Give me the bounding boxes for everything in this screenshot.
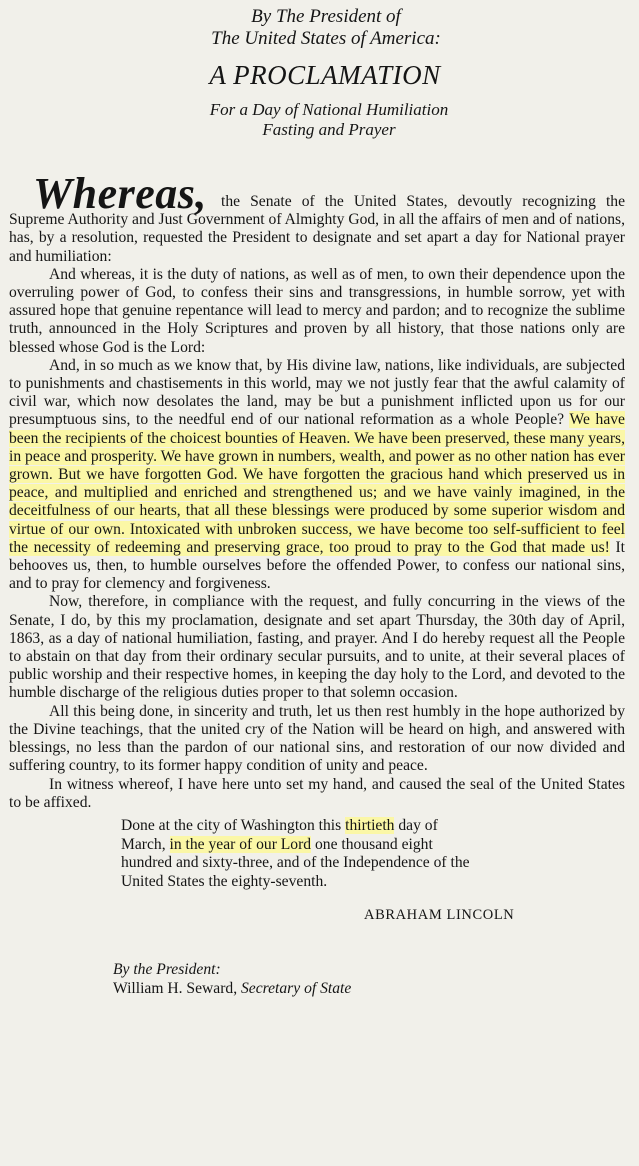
subtitle-line-2: Fasting and Prayer: [262, 120, 396, 139]
done-text-a: Done at the city of Washington this: [121, 816, 346, 834]
paragraph-2: And whereas, it is the duty of nations, as well as of men, to own their dependence upon the overruling power of God, to confess their sins and transgressions, in humble sorrow, yet with assured hope that genuine repentance will lead to mercy and pardon; and to recognize the sublime truth, announced in the Holy Scriptures and proven by all history, that those nations only are blessed whose God is the Lord:: [9, 265, 625, 356]
header-line-1: By The President of: [251, 6, 401, 27]
secretary-name: William H. Seward,: [113, 980, 241, 998]
paragraph-3-ending: It behooves us, then, to humble ourselves before the offended Power, to confess our national sins, and to pray for clemency and forgiveness.: [9, 538, 625, 593]
proclamation-body: [9, 169, 625, 812]
highlighted-passage: We have been the recipients of the choicest bounties of Heaven. We have been preserved, these many years, in peace and prosperity. We have grown in numbers, wealth, and power as no other nation has ever grown. But we have forgotten God. We have forgotten the gracious hand which preserved us in peace, and multiplied and enriched and strengthened us; and we have vainly imagined, in the deceitfulness of our hearts, that all these blessings were produced by some superior wisdom and virtue of our own. Intoxicated with unbroken success, we have become too self-sufficient to feel the necessity of redeeming and preserving grace, too proud to pray to the God that made us!: [9, 411, 625, 556]
header-line-2: The United States of America:: [211, 28, 441, 49]
paragraph-1-text: the Senate of the United States, devoutly recognizing the Supreme Authority and Just Government of Almighty God, in all the affairs of men and of nations, has, by a resolution, requested the President to designate and set apart a day for National prayer and humiliation:: [9, 193, 625, 265]
byline: [9, 960, 625, 998]
signature-name: ABRAHAM LINCOLN: [364, 907, 515, 924]
done-highlight-year: in the year of our Lord: [169, 835, 312, 853]
paragraph-3-text: And, in so much as we know that, by His divine law, nations, like individuals, are subjected to punishments and chastisements in this world, may we not justly fear that the awful calamity of civil war, which now desolates the land, may be but a punishment inflicted upon us for our presumptuous sins, to the needful end of our national reformation as a whole People?: [9, 356, 625, 429]
whereas-drop-word: Whereas,: [33, 169, 207, 218]
proclamation-title: A PROCLAMATION: [209, 60, 441, 90]
paragraph-3: [9, 357, 625, 594]
paragraph-1: [9, 169, 625, 266]
by-the-president: By the President:: [113, 961, 221, 979]
done-highlight-thirtieth: thirtieth: [345, 816, 395, 834]
subtitle-line-1: For a Day of National Humiliation: [209, 100, 449, 119]
proclamation-header: [9, 6, 625, 140]
done-at-washington: [121, 817, 481, 891]
secretary-title: Secretary of State: [241, 980, 352, 998]
paragraph-6: In witness whereof, I have here unto set my hand, and caused the seal of the United States to be affixed.: [9, 775, 625, 811]
secretary-line: [113, 979, 625, 998]
done-text-c: day of March,: [121, 816, 438, 853]
done-text-e: one thousand eight hundred and sixty-three, and of the Independence of the United States the eighty-seventh.: [121, 835, 470, 890]
paragraph-4: Now, therefore, in compliance with the request, and fully concurring in the views of the Senate, I do, by this my proclamation, designate and set apart Thursday, the 30th day of April, 1863, as a day of national humiliation, fasting, and prayer. And I do hereby request all the People to abstain on that day from their ordinary secular pursuits, and to unite, at their several places of public worship and their respective homes, in keeping the day holy to the Lord, and devoted to the humble discharge of the religious duties proper to that solemn occasion.: [9, 593, 625, 702]
paragraph-5: All this being done, in sincerity and truth, let us then rest humbly in the hope authorized by the Divine teachings, that the united cry of the Nation will be heard on high, and answered with blessings, no less than the pardon of our national sins, and restoration of our now divided and suffering country, to its former happy condition of unity and peace.: [9, 702, 625, 775]
